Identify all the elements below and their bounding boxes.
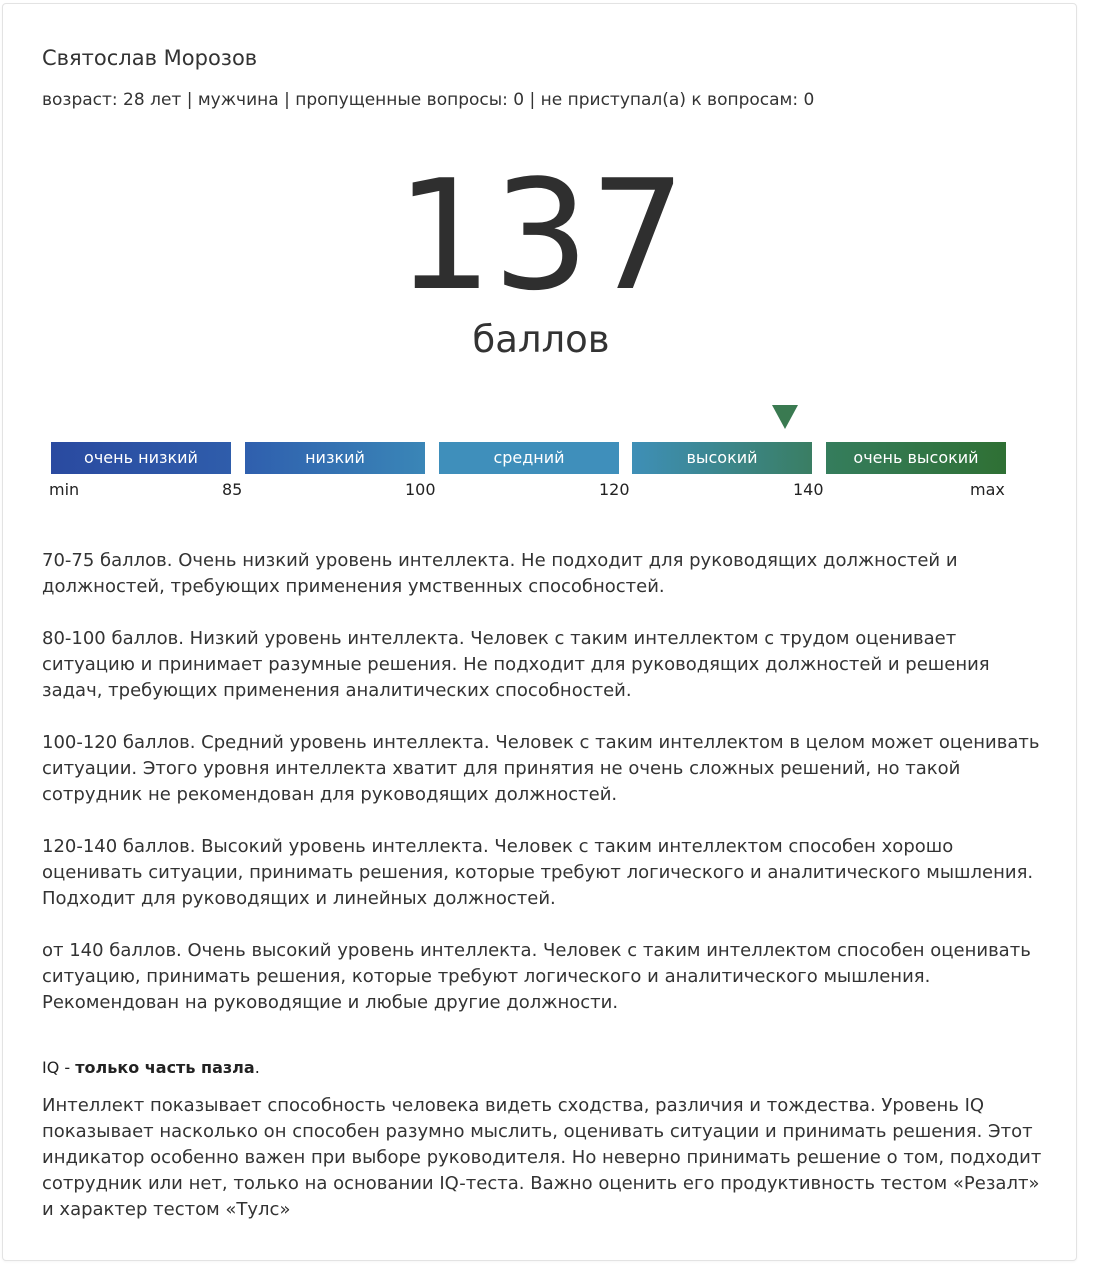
scale-segment-average: средний [439,442,619,474]
score-unit: баллов [472,318,610,361]
scale-segment-high: высокий [632,442,812,474]
score-value: 137 [395,147,687,324]
description-average: 100-120 баллов. Средний уровень интеллекта. Человек с таким интеллектом в целом может оценивать ситуации. Этого уровня интеллекта хватит для принятия не очень сложных решений, но такой сотрудник не рекомендован для руководящих должностей. [42,732,1040,805]
result-card [2,3,1077,1261]
scale-tick-min: min [49,480,80,499]
scale-tick-85: 85 [222,480,243,499]
level-descriptions [42,548,1052,1042]
puzzle-heading-prefix: IQ - [42,1058,76,1077]
scale-tick-100: 100 [405,480,436,499]
scale-tick-140: 140 [793,480,824,499]
description-very-high: от 140 баллов. Очень высокий уровень интеллекта. Человек с таким интеллектом способен оценивать ситуацию, принимать решения, которые требуют логического и аналитического мышления. Рекомендован на руководящие и любые другие должности. [42,940,1031,1013]
scale-segment-very-low: очень низкий [51,442,231,474]
iq-scale [51,442,1006,474]
puzzle-heading-bold: только часть пазла [75,1058,255,1077]
scale-segment-very-high: очень высокий [826,442,1006,474]
description-high: 120-140 баллов. Высокий уровень интеллекта. Человек с таким интеллектом способен хорошо оценивать ситуации, принимать решения, которые требуют логического и аналитического мышления. Подходит для руководящих и линейных должностей. [42,836,1034,909]
puzzle-text: Интеллект показывает способность человека видеть сходства, различия и тождества. Уровень IQ показывает насколько он способен разумно мыслить, оценивать ситуации и принимать решения. Этот индикатор особенно важен при выборе руководителя. Но неверно принимать решение о том, подходит сотрудник или нет, только на основании IQ-теста. Важно оценить его продуктивность тестом «Резалт» и характер тестом «Тулс» [42,1095,1042,1220]
description-low: 80-100 баллов. Низкий уровень интеллекта. Человек с таким интеллектом с трудом оценивает ситуацию и принимает разумные решения. Не подходит для руководящих должностей и решения задач, требующих применения аналитических способностей. [42,628,990,701]
person-meta: возраст: 28 лет | мужчина | пропущенные вопросы: 0 | не приступал(а) к вопросам: 0 [42,90,815,110]
person-name: Святослав Морозов [42,46,258,70]
puzzle-heading-suffix: . [254,1058,260,1077]
scale-tick-120: 120 [599,480,630,499]
description-very-low: 70-75 баллов. Очень низкий уровень интеллекта. Не подходит для руководящих должностей и должностей, требующих применения умственных способностей. [42,550,958,597]
puzzle-heading [42,1058,260,1077]
score-marker-icon [772,405,798,429]
scale-segment-low: низкий [245,442,425,474]
scale-tick-max: max [970,480,1005,499]
